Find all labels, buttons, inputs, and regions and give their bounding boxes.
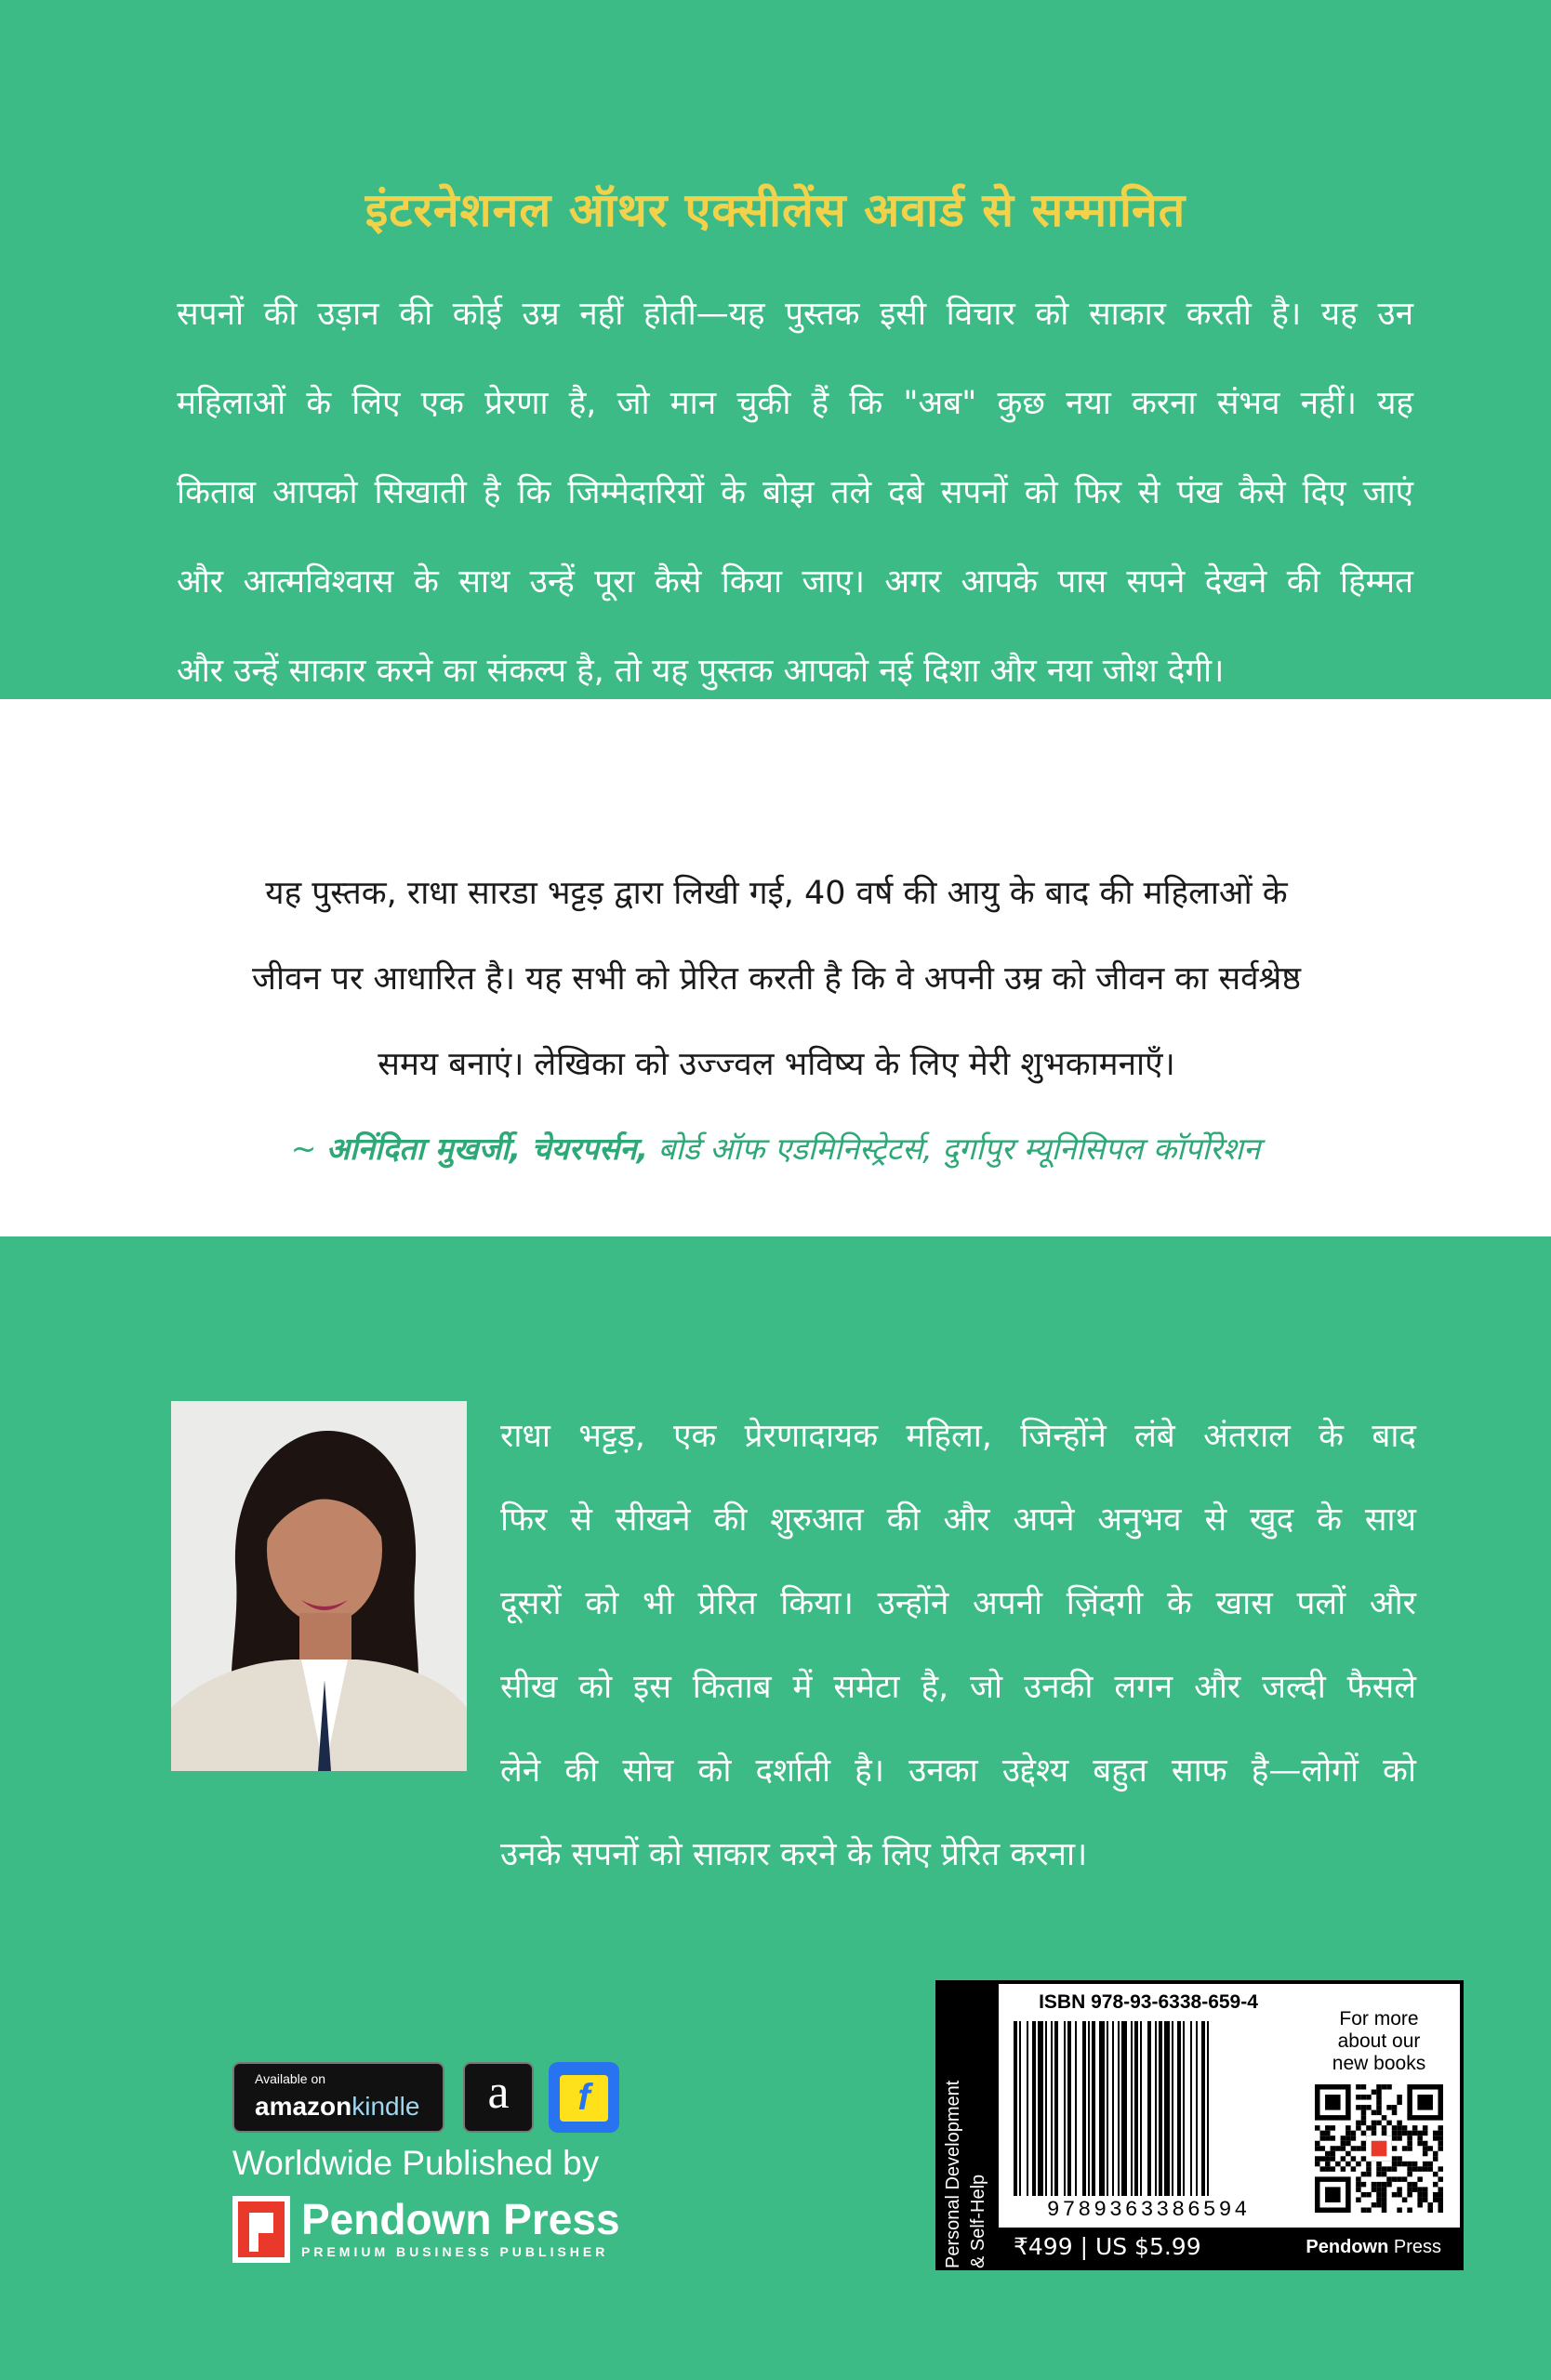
qr-module xyxy=(1407,2141,1412,2147)
qr-module xyxy=(1320,2166,1326,2172)
qr-module xyxy=(1341,2156,1346,2162)
blurb-line: सपनों की उड़ान की कोई उम्र नहीं होती—यह पुस्तक इसी विचार को साकार करती है। यह उन xyxy=(177,296,1413,333)
qr-module xyxy=(1341,2135,1346,2141)
barcode-digits: 9789363386594 xyxy=(1046,2198,1251,2222)
bio-line: फिर से सीखने की शुरुआत की और अपने अनुभव से खुद के साथ xyxy=(500,1501,1416,1539)
qr-module xyxy=(1402,2131,1408,2136)
qr-module xyxy=(1372,2202,1377,2208)
qr-module xyxy=(1335,2146,1341,2151)
qr-module xyxy=(1325,2151,1331,2157)
qr-module xyxy=(1407,2166,1412,2172)
qr-module xyxy=(1438,2192,1443,2198)
qr-module xyxy=(1392,2192,1398,2198)
qr-module xyxy=(1417,2141,1423,2147)
qr-module xyxy=(1423,2162,1428,2167)
qr-module xyxy=(1397,2156,1402,2162)
barcode-bar xyxy=(1051,2021,1053,2196)
barcode-bar xyxy=(1172,2021,1173,2196)
qr-module xyxy=(1412,2166,1418,2172)
kindle-badge-caption: Available on xyxy=(255,2071,326,2086)
qr-module xyxy=(1325,2156,1331,2162)
qr-module xyxy=(1372,2110,1377,2116)
barcode-bar xyxy=(1092,2021,1095,2196)
qr-module xyxy=(1438,2135,1443,2141)
qr-module xyxy=(1417,2202,1423,2208)
attribution-name: अनिंदिता मुखर्जी, चेयरपर्सन, xyxy=(325,1130,649,1167)
qr-module xyxy=(1386,2166,1392,2172)
barcode-bar xyxy=(1121,2021,1127,2196)
qr-module xyxy=(1356,2084,1361,2090)
qr-module xyxy=(1427,2202,1433,2208)
qr-module xyxy=(1397,2176,1402,2182)
qr-module xyxy=(1351,2156,1357,2162)
qr-module xyxy=(1407,2192,1412,2198)
kindle-badge-wordmark xyxy=(255,2092,419,2122)
qr-module xyxy=(1402,2197,1408,2202)
blurb-line: महिलाओं के लिए एक प्रेरणा है, जो मान चुकी हैं कि "अब" कुछ नया करना संभव नहीं। यह xyxy=(177,385,1413,422)
qr-module xyxy=(1335,2162,1341,2167)
qr-module xyxy=(1361,2115,1367,2121)
barcode-bar xyxy=(1064,2021,1066,2196)
qr-module xyxy=(1356,2197,1361,2202)
barcode-bar xyxy=(1099,2021,1105,2196)
qr-module xyxy=(1372,2182,1377,2188)
qr-module xyxy=(1438,2141,1443,2147)
qr-module xyxy=(1376,2110,1382,2116)
qr-module xyxy=(1427,2207,1433,2213)
barcode-bar xyxy=(1075,2021,1077,2196)
qr-module xyxy=(1346,2151,1351,2157)
qr-module xyxy=(1346,2135,1351,2141)
qr-module xyxy=(1320,2135,1326,2141)
qr-module xyxy=(1417,2187,1423,2192)
qr-module xyxy=(1356,2105,1361,2110)
quote-line: समय बनाएं। लेखिका को उज्ज्वल भविष्य के लिए मेरी शुभकामनाएँ। xyxy=(378,1046,1175,1083)
qr-module xyxy=(1315,2162,1320,2167)
qr-module xyxy=(1351,2131,1357,2136)
qr-module xyxy=(1392,2125,1398,2131)
qr-module xyxy=(1438,2131,1443,2136)
qr-module xyxy=(1376,2187,1382,2192)
qr-module xyxy=(1382,2115,1387,2121)
qr-finder xyxy=(1417,2095,1433,2110)
qr-module xyxy=(1397,2121,1402,2126)
qr-module xyxy=(1356,2121,1361,2126)
qr-module xyxy=(1376,2192,1382,2198)
qr-module xyxy=(1417,2135,1423,2141)
qr-module xyxy=(1320,2146,1326,2151)
qr-module xyxy=(1397,2100,1402,2106)
qr-module xyxy=(1331,2146,1336,2151)
qr-module xyxy=(1397,2095,1402,2100)
amazon-icon[interactable]: a xyxy=(463,2062,534,2133)
qr-module xyxy=(1423,2166,1428,2172)
qr-module xyxy=(1376,2095,1382,2100)
price-publisher xyxy=(1306,2237,1441,2258)
bio-line: राधा भट्टड़, एक प्रेरणादायक महिला, जिन्होंने लंबे अंतराल के बाद xyxy=(500,1418,1416,1455)
qr-module xyxy=(1433,2192,1438,2198)
attribution-org: बोर्ड ऑफ एडमिनिस्ट्रेटर्स, दुर्गापुर म्यूनिसिपल कॉर्पोरेशन xyxy=(648,1130,1261,1167)
qr-module xyxy=(1382,2172,1387,2177)
qr-module xyxy=(1376,2166,1382,2172)
quote-attribution xyxy=(0,1127,1551,1169)
qr-module xyxy=(1423,2151,1428,2157)
isbn-barcode xyxy=(1010,2021,1287,2196)
qr-module xyxy=(1320,2131,1326,2136)
qr-module xyxy=(1407,2207,1412,2213)
qr-module xyxy=(1412,2187,1418,2192)
qr-module xyxy=(1325,2131,1331,2136)
barcode-bar xyxy=(1107,2021,1108,2196)
qr-module xyxy=(1392,2176,1398,2182)
quote-line: यह पुस्तक, राधा सारडा भट्टड़ द्वारा लिखी गई, 40 वर्ष की आयु के बाद की महिलाओं के xyxy=(265,875,1288,912)
qr-module xyxy=(1361,2207,1367,2213)
barcode-bar xyxy=(1054,2021,1058,2196)
qr-module xyxy=(1372,2121,1377,2126)
qr-module xyxy=(1315,2146,1320,2151)
published-by-label: Worldwide Published by xyxy=(232,2144,600,2182)
kindle-wordmark: kindle xyxy=(351,2092,420,2121)
qr-module xyxy=(1407,2146,1412,2151)
qr-module xyxy=(1351,2135,1357,2141)
qr-module xyxy=(1402,2125,1408,2131)
attribution-tilde: ~ xyxy=(290,1130,326,1167)
qr-module xyxy=(1433,2151,1438,2157)
qr-module xyxy=(1438,2176,1443,2182)
qr-module xyxy=(1366,2192,1372,2198)
qr-module xyxy=(1417,2166,1423,2172)
qr-module xyxy=(1361,2084,1367,2090)
blurb-line: और उन्हें साकार करने का संकल्प है, तो यह पुस्तक आपको नई दिशा और नया जोश देगी। xyxy=(177,653,1225,690)
blurb-line: किताब आपको सिखाती है कि जिम्मेदारियों के बोझ तले दबे सपनों को फिर से पंख कैसे दिए जाएं xyxy=(177,474,1413,511)
qr-module xyxy=(1376,2202,1382,2208)
barcode-bar xyxy=(1014,2021,1017,2196)
qr-module xyxy=(1351,2146,1357,2151)
qr-module xyxy=(1423,2192,1428,2198)
qr-module xyxy=(1382,2131,1387,2136)
barcode-bar xyxy=(1088,2021,1090,2196)
qr-module xyxy=(1356,2146,1361,2151)
qr-module xyxy=(1407,2182,1412,2188)
qr-module xyxy=(1361,2141,1367,2147)
qr-module xyxy=(1397,2192,1402,2198)
qr-module xyxy=(1386,2182,1392,2188)
blurb-paragraph xyxy=(177,270,1413,716)
qr-module xyxy=(1423,2197,1428,2202)
barcode-bar xyxy=(1207,2021,1209,2196)
qr-module xyxy=(1372,2090,1377,2096)
qr-module xyxy=(1402,2176,1408,2182)
price-publisher-bold: Pendown xyxy=(1306,2237,1389,2257)
barcode-bar xyxy=(1045,2021,1047,2196)
amazon-wordmark: amazon xyxy=(255,2092,352,2121)
bio-line: लेने की सोच को दर्शाती है। उनका उद्देश्य बहुत साफ है—लोगों को xyxy=(500,1752,1416,1790)
qr-module xyxy=(1407,2172,1412,2177)
qr-module xyxy=(1433,2172,1438,2177)
qr-module xyxy=(1382,2197,1387,2202)
qr-caption-line: new books xyxy=(1332,2053,1426,2074)
qr-module xyxy=(1361,2095,1367,2100)
qr-module xyxy=(1356,2187,1361,2192)
qr-caption-line: For more xyxy=(1339,2008,1419,2030)
qr-module xyxy=(1361,2192,1367,2198)
qr-module xyxy=(1372,2131,1377,2136)
qr-module xyxy=(1412,2131,1418,2136)
qr-module xyxy=(1382,2202,1387,2208)
qr-module xyxy=(1366,2162,1372,2167)
publisher-tagline: PREMIUM BUSINESS PUBLISHER xyxy=(301,2244,609,2259)
qr-module xyxy=(1346,2162,1351,2167)
barcode-bar xyxy=(1177,2021,1181,2196)
qr-module xyxy=(1382,2182,1387,2188)
qr-module xyxy=(1320,2156,1326,2162)
isbn-number: ISBN 978-93-6338-659-4 xyxy=(1039,1991,1258,2013)
qr-module xyxy=(1382,2187,1387,2192)
qr-module xyxy=(1423,2187,1428,2192)
qr-module xyxy=(1366,2125,1372,2131)
qr-module xyxy=(1427,2166,1433,2172)
qr-module xyxy=(1325,2135,1331,2141)
qr-module xyxy=(1438,2166,1443,2172)
qr-module xyxy=(1376,2172,1382,2177)
qr-module xyxy=(1407,2187,1412,2192)
qr-module xyxy=(1438,2187,1443,2192)
qr-module xyxy=(1392,2135,1398,2141)
qr-center-logo xyxy=(1372,2141,1387,2157)
barcode-bar xyxy=(1067,2021,1071,2196)
qr-module xyxy=(1366,2095,1372,2100)
qr-module xyxy=(1412,2125,1418,2131)
qr-module xyxy=(1407,2135,1412,2141)
qr-module xyxy=(1361,2110,1367,2116)
qr-module xyxy=(1361,2156,1367,2162)
qr-module xyxy=(1346,2141,1351,2147)
barcode-bar xyxy=(1032,2021,1036,2196)
qr-module xyxy=(1433,2135,1438,2141)
qr-module xyxy=(1366,2207,1372,2213)
qr-module xyxy=(1433,2131,1438,2136)
qr-module xyxy=(1438,2207,1443,2213)
qr-finder xyxy=(1325,2187,1341,2202)
barcode-bar xyxy=(1082,2021,1086,2196)
qr-module xyxy=(1397,2131,1402,2136)
qr-module xyxy=(1433,2182,1438,2188)
qr-module xyxy=(1397,2135,1402,2141)
qr-module xyxy=(1386,2121,1392,2126)
qr-module xyxy=(1341,2141,1346,2147)
publisher-name: Pendown Press xyxy=(301,2195,620,2243)
qr-module xyxy=(1427,2162,1433,2167)
qr-module xyxy=(1331,2125,1336,2131)
qr-module xyxy=(1376,2121,1382,2126)
qr-module xyxy=(1417,2192,1423,2198)
qr-module xyxy=(1325,2166,1331,2172)
qr-module xyxy=(1376,2182,1382,2188)
price-label: ₹499 | US $5.99 xyxy=(1014,2233,1201,2260)
qr-finder xyxy=(1325,2095,1341,2110)
qr-module xyxy=(1376,2105,1382,2110)
qr-panel xyxy=(1298,1984,1460,2228)
barcode-bar xyxy=(1112,2021,1114,2196)
qr-module xyxy=(1423,2141,1428,2147)
qr-module xyxy=(1397,2162,1402,2167)
genre-line: Personal Development xyxy=(943,2080,963,2268)
qr-caption-line: about our xyxy=(1337,2030,1421,2052)
qr-module xyxy=(1392,2156,1398,2162)
barcode-bar xyxy=(1155,2021,1157,2196)
qr-module xyxy=(1376,2090,1382,2096)
qr-module xyxy=(1356,2095,1361,2100)
qr-module xyxy=(1361,2146,1367,2151)
qr-module xyxy=(1386,2105,1392,2110)
qr-module xyxy=(1392,2110,1398,2116)
qr-module xyxy=(1412,2162,1418,2167)
barcode-bar xyxy=(1164,2021,1170,2196)
qr-module xyxy=(1397,2187,1402,2192)
bio-line: उनके सपनों को साकार करने के लिए प्रेरित करना। xyxy=(500,1836,1088,1873)
qr-module xyxy=(1356,2182,1361,2188)
author-bio xyxy=(500,1395,1416,1897)
barcode-bar xyxy=(1131,2021,1133,2196)
qr-module xyxy=(1331,2135,1336,2141)
qr-module xyxy=(1382,2207,1387,2213)
qr-module xyxy=(1417,2176,1423,2182)
quote-line: जीवन पर आधारित है। यह सभी को प्रेरित करती है कि वे अपनी उम्र को जीवन का सर्वश्रेष्ठ xyxy=(252,960,1301,998)
barcode-bar xyxy=(1201,2021,1205,2196)
qr-module xyxy=(1423,2131,1428,2136)
qr-module xyxy=(1423,2125,1428,2131)
qr-module xyxy=(1361,2121,1367,2126)
qr-module xyxy=(1382,2166,1387,2172)
author-photo xyxy=(171,1401,467,1771)
barcode-bar xyxy=(1140,2021,1142,2196)
barcode-bar xyxy=(1118,2021,1120,2196)
qr-module xyxy=(1341,2146,1346,2151)
qr-module xyxy=(1351,2166,1357,2172)
barcode-bar xyxy=(1038,2021,1043,2196)
qr-module xyxy=(1361,2172,1367,2177)
flipkart-icon[interactable] xyxy=(549,2062,619,2133)
qr-module xyxy=(1433,2197,1438,2202)
qr-module xyxy=(1315,2156,1320,2162)
qr-module xyxy=(1392,2131,1398,2136)
qr-module xyxy=(1341,2166,1346,2172)
qr-module xyxy=(1372,2187,1377,2192)
bio-line: सीख को इस किताब में समेटा है, जो उनकी लगन और जल्दी फैसले xyxy=(500,1669,1416,1706)
qr-module xyxy=(1376,2162,1382,2167)
barcode-bar xyxy=(1183,2021,1185,2196)
qr-module xyxy=(1331,2151,1336,2157)
pendown-logo-icon xyxy=(232,2196,290,2263)
qr-module xyxy=(1392,2166,1398,2172)
qr-module xyxy=(1397,2207,1402,2213)
qr-module xyxy=(1427,2146,1433,2151)
blurb-line: और आत्मविश्वास के साथ उन्हें पूरा कैसे किया जाए। अगर आपके पास सपने देखने की हिम्मत xyxy=(177,563,1413,601)
qr-module xyxy=(1356,2176,1361,2182)
qr-module xyxy=(1356,2162,1361,2167)
qr-module xyxy=(1361,2182,1367,2188)
qr-module xyxy=(1325,2125,1331,2131)
amazon-kindle-badge[interactable] xyxy=(232,2062,444,2133)
qr-module xyxy=(1423,2146,1428,2151)
qr-module xyxy=(1382,2192,1387,2198)
endorsement-quote xyxy=(177,851,1376,1107)
qr-module xyxy=(1356,2125,1361,2131)
qr-module xyxy=(1315,2141,1320,2147)
qr-module xyxy=(1325,2162,1331,2167)
qr-module xyxy=(1417,2197,1423,2202)
publisher-logo xyxy=(232,2194,642,2268)
qr-module xyxy=(1402,2146,1408,2151)
genre-line: & Self-Help xyxy=(968,2174,988,2268)
qr-module xyxy=(1407,2162,1412,2167)
qr-module xyxy=(1366,2105,1372,2110)
qr-module xyxy=(1366,2166,1372,2172)
qr-module xyxy=(1382,2084,1387,2090)
qr-module xyxy=(1433,2156,1438,2162)
qr-module xyxy=(1412,2182,1418,2188)
qr-module xyxy=(1438,2197,1443,2202)
award-heading: इंटरनेशनल ऑथर एक्सीलेंस अवार्ड से सम्मानित xyxy=(365,183,1186,237)
qr-module xyxy=(1346,2131,1351,2136)
qr-module xyxy=(1331,2156,1336,2162)
qr-module xyxy=(1392,2105,1398,2110)
barcode-bar xyxy=(1027,2021,1028,2196)
barcode-bar xyxy=(1147,2021,1151,2196)
qr-module xyxy=(1361,2105,1367,2110)
qr-caption xyxy=(1298,2008,1460,2075)
isbn-barcode-panel xyxy=(999,1984,1298,2228)
qr-module xyxy=(1361,2131,1367,2136)
barcode-bar xyxy=(1134,2021,1138,2196)
price-strip xyxy=(999,2229,1460,2267)
barcode-bar xyxy=(1190,2021,1192,2196)
qr-module xyxy=(1376,2197,1382,2202)
qr-module xyxy=(1392,2162,1398,2167)
qr-module xyxy=(1438,2202,1443,2208)
qr-module xyxy=(1331,2166,1336,2172)
qr-module xyxy=(1417,2131,1423,2136)
qr-module xyxy=(1438,2125,1443,2131)
qr-module xyxy=(1407,2131,1412,2136)
barcode-bar xyxy=(1159,2021,1162,2196)
price-publisher-rest: Press xyxy=(1388,2237,1441,2257)
qr-module xyxy=(1376,2084,1382,2090)
barcode-bar xyxy=(1196,2021,1198,2196)
qr-module xyxy=(1315,2125,1320,2131)
author-portrait-image xyxy=(171,1401,467,1771)
qr-module xyxy=(1386,2084,1392,2090)
qr-module xyxy=(1366,2172,1372,2177)
qr-module xyxy=(1386,2176,1392,2182)
qr-module xyxy=(1382,2125,1387,2131)
qr-module xyxy=(1438,2146,1443,2151)
flipkart-glyph: f xyxy=(577,2077,590,2118)
qr-code-icon[interactable] xyxy=(1315,2084,1443,2213)
qr-module xyxy=(1392,2146,1398,2151)
qr-module xyxy=(1346,2125,1351,2131)
bio-line: दूसरों को भी प्रेरित किया। उन्होंने अपनी ज़िंदगी के खास पलों और xyxy=(500,1585,1416,1622)
barcode-bar xyxy=(1019,2021,1021,2196)
qr-module xyxy=(1397,2125,1402,2131)
qr-module xyxy=(1372,2125,1377,2131)
genre-label xyxy=(941,1990,999,2268)
qr-module xyxy=(1376,2100,1382,2106)
qr-module xyxy=(1402,2162,1408,2167)
